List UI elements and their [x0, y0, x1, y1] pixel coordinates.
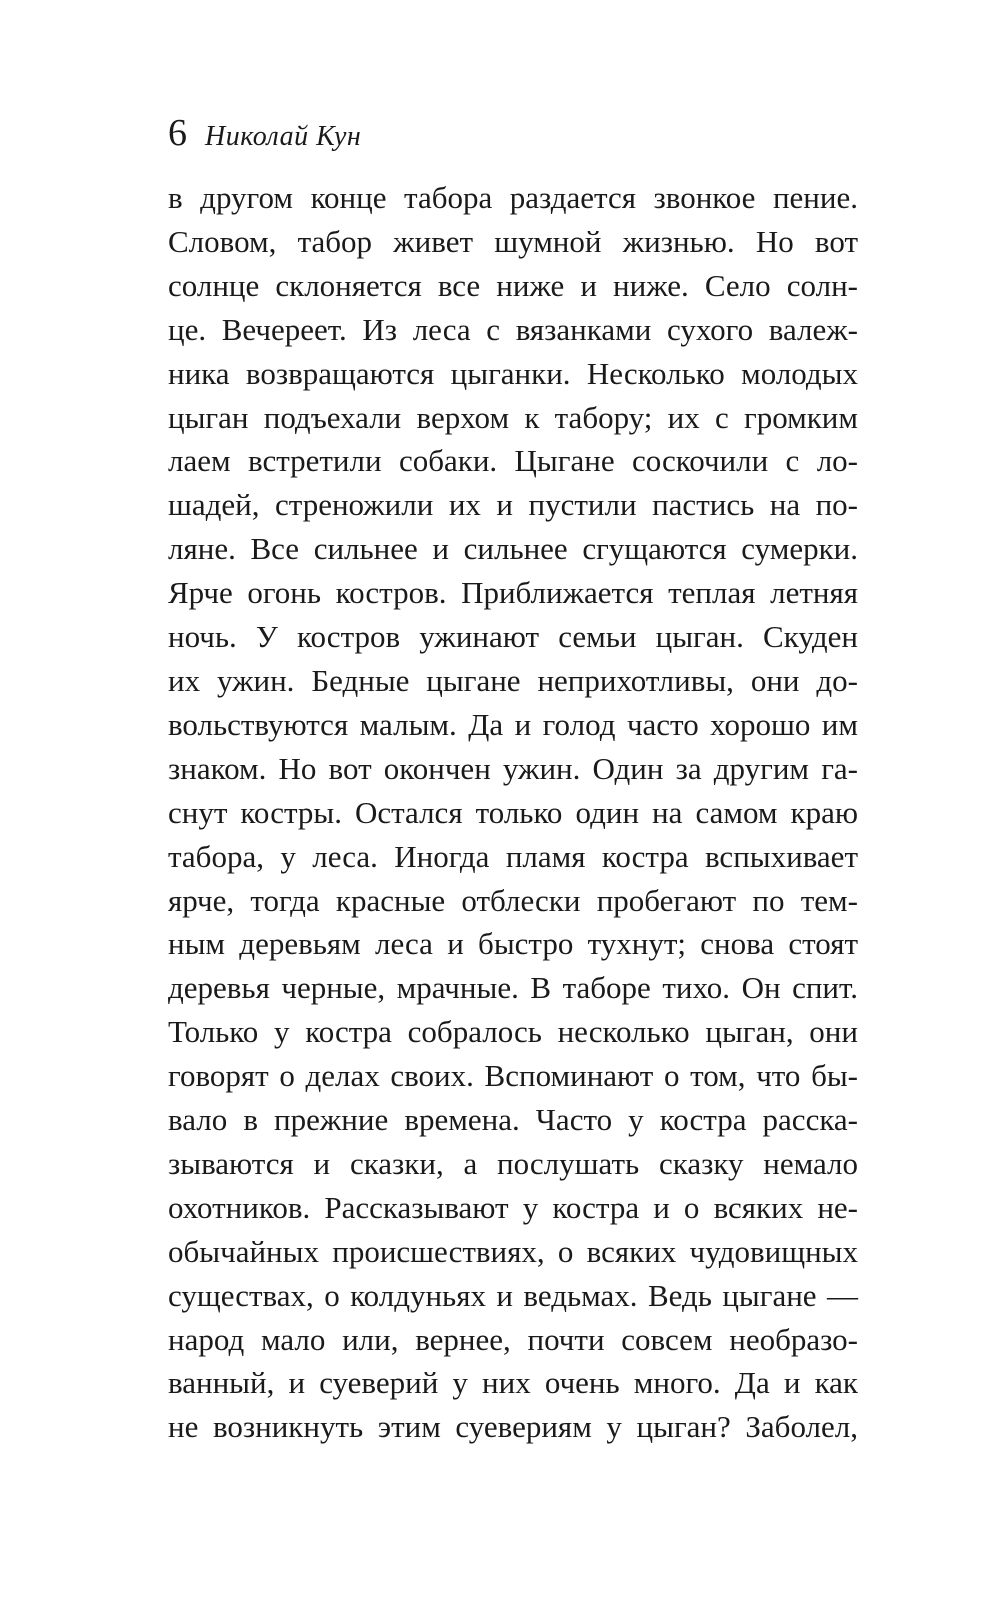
text-line: ночь. У костров ужинают семьи цыган. Скуден: [168, 619, 858, 655]
text-line: вало в прежние времена. Часто у костра расска-: [168, 1102, 858, 1138]
text-line: ванный, и суеверий у них очень много. Да и как: [168, 1365, 858, 1401]
text-line: Только у костра собралось несколько цыган, они: [168, 1014, 858, 1050]
text-line: знаком. Но вот окончен ужин. Один за другим га-: [168, 750, 858, 786]
text-line: табора, у леса. Иногда пламя костра вспыхивает: [168, 838, 858, 874]
text-line: ярче, тогда красные отблески пробегают по тем-: [168, 882, 858, 918]
text-line: лаем встретили собаки. Цыгане соскочили с ло-: [168, 443, 858, 479]
text-line: говорят о делах своих. Вспоминают о том, что бы-: [168, 1058, 858, 1094]
text-line: ника возвращаются цыганки. Несколько молодых: [168, 355, 858, 391]
text-line: ляне. Все сильнее и сильнее сгущаются сумерки.: [168, 531, 858, 567]
text-line: цыган подъехали верхом к табору; их с громким: [168, 399, 858, 435]
author-name: Николай Кун: [205, 121, 362, 152]
text-line: снут костры. Остался только один на самом краю: [168, 794, 858, 830]
page-number: 6: [168, 112, 187, 154]
text-line: солнце склоняется все ниже и ниже. Село солн-: [168, 267, 858, 303]
text-line: ным деревьям леса и быстро тухнут; снова стоят: [168, 926, 858, 962]
text-line: Ярче огонь костров. Приближается теплая летняя: [168, 575, 858, 611]
text-line: деревья черные, мрачные. В таборе тихо. Он спит.: [168, 970, 858, 1006]
text-line: обычайных происшествиях, о всяких чудовищных: [168, 1233, 858, 1269]
text-line: существах, о колдуньях и ведьмах. Ведь цыгане —: [168, 1277, 858, 1313]
text-line: в другом конце табора раздается звонкое пение.: [168, 180, 858, 215]
text-line: Словом, табор живет шумной жизнью. Но вот: [168, 223, 858, 259]
text-line: охотников. Рассказывают у костра и о всяких не-: [168, 1189, 858, 1225]
text-line: шадей, стреножили их и пустили пастись на по-: [168, 487, 858, 523]
text-line: не возникнуть этим суевериям у цыган? Заболел,: [168, 1409, 858, 1445]
text-line: це. Вечереет. Из леса с вязанками сухого валеж-: [168, 311, 858, 347]
text-line: зываются и сказки, а послушать сказку немало: [168, 1145, 858, 1181]
running-head: [168, 112, 361, 158]
text-line: их ужин. Бедные цыгане неприхотливы, они до-: [168, 662, 858, 698]
text-line: вольствуются малым. Да и голод часто хорошо им: [168, 706, 858, 742]
body-text: [168, 176, 858, 1449]
text-line: народ мало или, вернее, почти совсем необразо-: [168, 1321, 858, 1357]
